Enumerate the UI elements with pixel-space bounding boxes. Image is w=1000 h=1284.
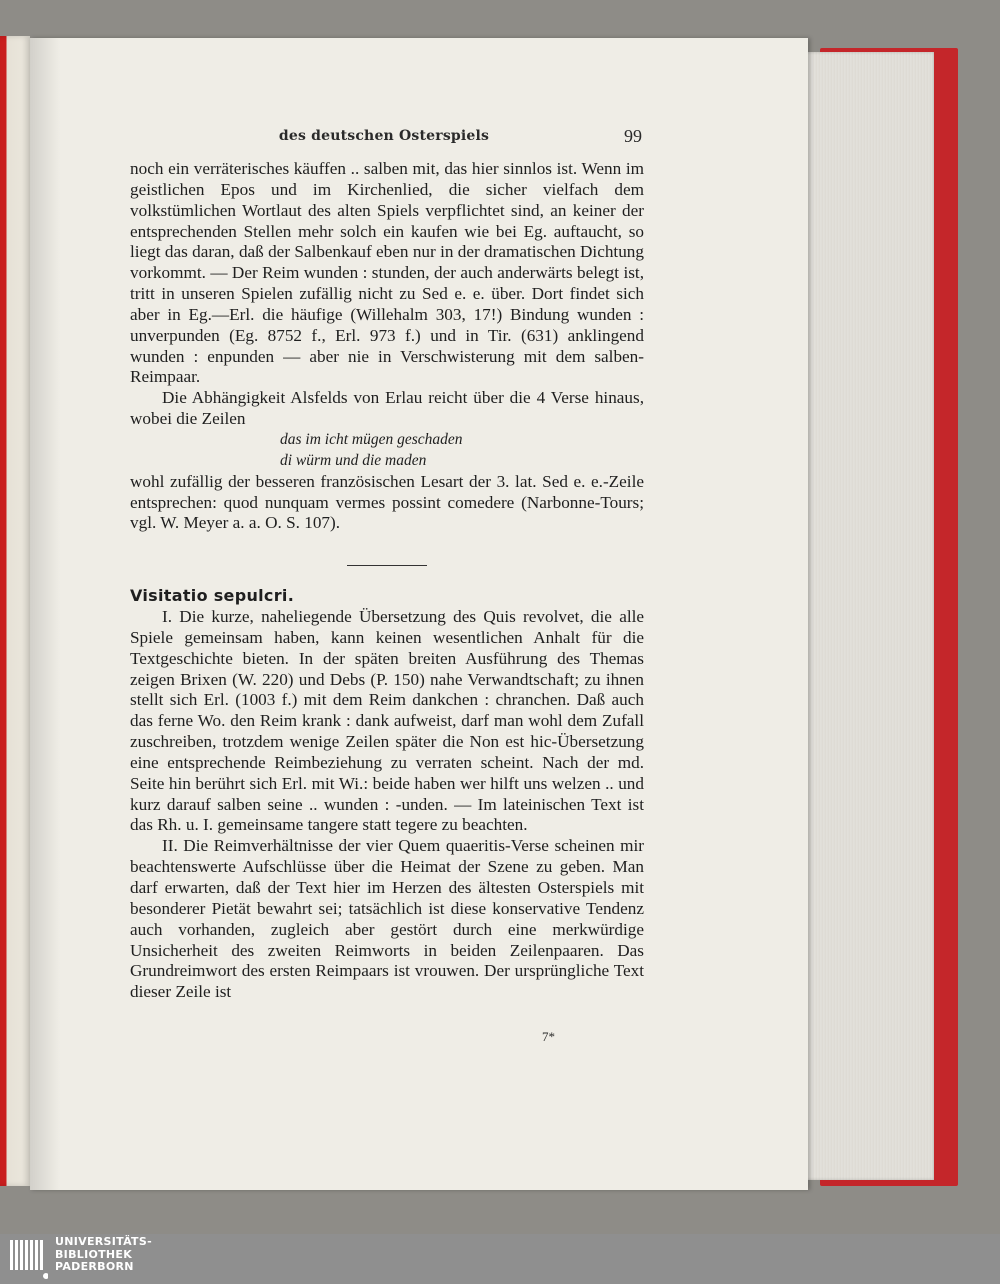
logo-line: UNIVERSITÄTS- (55, 1235, 152, 1248)
page-number: 99 (624, 126, 642, 146)
gutter-shadow (30, 38, 60, 1190)
running-head: des deutschen Osterspiels (278, 128, 490, 144)
paragraph: noch ein verräterisches käuffen .. salben mit, das hier sinnlos ist. Wenn im geistlichen Epos und im Kirchenlied, die sicher vielfach dem volkstümlichen Wortlaut des alten Spiels verpflichtet sind, an keiner der entsprechenden Stellen mehr solch ein kaufen wie bei Eg. auftaucht, so liegt das daran, daß der Salbenkauf eben nur in der dramatischen Dichtung vorkommt. — Der Reim wunden : stunden, der auch anderwärts belegt ist, tritt in unseren Spielen zufällig nicht zu Sed e. e. über. Dort findet sich aber in Eg.—Erl. die häufige (Willehalm 303, 17!) Bindung wunden : unverpunden (Eg. 8752 f., Erl. 973 f.) und in Tir. (631) anklingend wunden : enpunden — aber nie in Verschwisterung mit dem salben-Reimpaar. (130, 159, 644, 387)
logo-line: BIBLIOTHEK (55, 1247, 133, 1261)
section-heading: Visitatio sepulcri. (130, 586, 295, 606)
logo-line: PADERBORN (55, 1260, 134, 1273)
page-block-edges (796, 52, 934, 1180)
body-text (130, 159, 644, 1003)
section-divider (347, 565, 427, 566)
paragraph: Die Abhängigkeit Alsfelds von Erlau reicht über die 4 Verse hinaus, wobei die Zeilen (130, 388, 644, 429)
paragraph: I. Die kurze, naheliegende Übersetzung des Quis revolvet, die alle Spiele gemeinsam haben, kann keinen wesentlichen Anhalt für die Textgeschichte bieten. In der späten breiten Ausführung des Themas zeigen Brixen (W. 220) und Debs (P. 150) nahe Verwandtschaft; zu ihnen stellt sich Erl. (1003 f.) mit dem Reim dankchen : chranchen. Daß auch das ferne Wo. den Reim krank : dank aufweist, darf man wohl dem Zufall zuschreiben, trotzdem wenige Zeilen später die Non est hic-Übersetzung eine entsprechende Reimbeziehung zu verraten scheint. Nach der md. Seite hin berührt sich Erl. mit Wi.: beide haben wer hilft uns welzen .. und kurz darauf salben seine .. wunden : -unden. — Im lateinischen Text ist das Rh. u. I. gemeinsame tangere statt tegere zu beachten. (130, 607, 644, 835)
book-page (30, 38, 808, 1190)
library-logo-icon (8, 1238, 48, 1280)
library-logo-text (55, 1236, 152, 1274)
paragraph: wohl zufällig der besseren französischen Lesart der 3. lat. Sed e. e.-Zeile entsprechen: quod nunquam vermes possint comedere (Narbonne-Tours; vgl. W. Meyer a. a. O. S. 107). (130, 471, 644, 533)
left-page-edge (0, 36, 30, 1186)
signature-mark: 7* (542, 1029, 555, 1044)
paragraph: II. Die Reimverhältnisse der vier Quem quaeritis-Verse scheinen mir beachtenswerte Aufschlüsse über die Heimat der Szene zu geben. Man darf erwarten, daß der Text hier im Herzen des ältesten Osterspiels mit besonderer Pietät bewahrt sei; tatsächlich ist diese konservative Tendenz auch vorhanden, zugleich aber gestört durch eine merkwürdige Unsicherheit des zweiten Reimworts in beiden Zeilenpaaren. Das Grundreimwort des ersten Reimpaars ist vrouwen. Der ursprüngliche Text dieser Zeile ist (130, 836, 644, 1002)
verse-line: di würm und die maden (280, 451, 427, 469)
verse-line: das im icht mügen geschaden (280, 430, 463, 448)
